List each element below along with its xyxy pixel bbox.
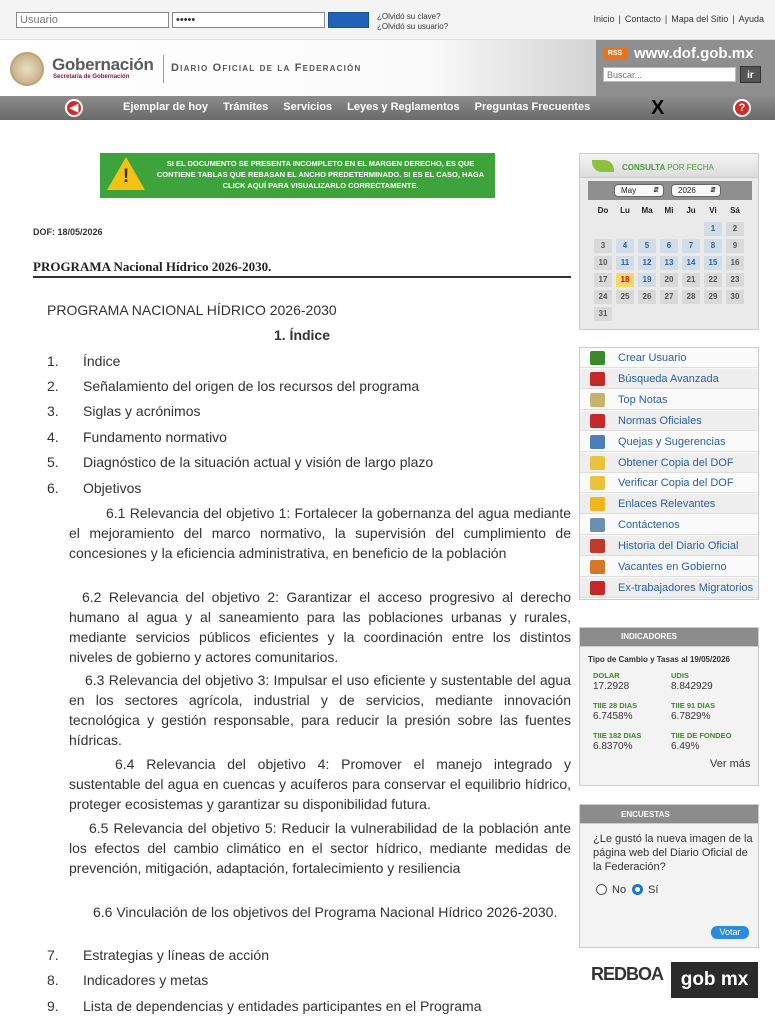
month-select[interactable]: May ⇵ [614, 184, 664, 197]
sidebar-link-label: Normas Oficiales [618, 414, 702, 427]
coat-of-arms-icon [10, 52, 44, 86]
user-add-icon [590, 351, 605, 365]
list-item: 5. Diagnóstico de la situación actual y visión de largo plazo [47, 454, 434, 470]
calendar-day[interactable]: 13 [660, 256, 678, 270]
calendar-day[interactable]: 4 [616, 239, 634, 253]
calendar-day[interactable]: 27 [660, 290, 678, 304]
dof-logo-title[interactable]: Diario Oficial de la Federación [171, 62, 362, 74]
calendar-day[interactable]: 22 [704, 273, 722, 287]
top-link-inicio[interactable]: Inicio [593, 14, 615, 24]
help-icon[interactable]: ? [733, 99, 751, 117]
back-home-icon[interactable]: ◀ [65, 99, 83, 117]
list-item: 6. Objetivos [47, 480, 142, 496]
warning-exclamation-icon: ! [122, 166, 130, 187]
weekday-label: Ma [641, 206, 653, 215]
weekday-label: Mi [664, 206, 674, 215]
sidebar-link-label: Ex-trabajadores Migratorios [618, 581, 754, 594]
search-input[interactable] [603, 67, 736, 82]
star-doc-icon [590, 393, 605, 407]
contact-icon [590, 518, 605, 532]
objective-paragraph: 6.2 Relevancia del objetivo 2: Garantizar el acceso progresivo al derecho humano al agua y al saneamiento para las poblaciones urbanas y rurales, mediante servicios públicos eficientes y la coordinación entre los distintos niveles de gobierno y actores comunitarios. [69, 589, 571, 665]
calendar-day[interactable]: 18 [616, 273, 634, 287]
calendar-day[interactable]: 12 [638, 256, 656, 270]
etm-icon [590, 581, 605, 595]
calendar-day[interactable]: 19 [638, 273, 656, 287]
sidebar-link[interactable] [580, 369, 758, 389]
rss-icon[interactable]: RSS [603, 48, 627, 59]
calendar-day[interactable]: 30 [726, 290, 744, 304]
sidebar-link[interactable] [580, 348, 758, 368]
nav-item-tramites[interactable]: Trámites [222, 101, 269, 113]
calendar-day[interactable]: 23 [726, 273, 744, 287]
sidebar-link[interactable] [580, 578, 758, 598]
calendar-day[interactable]: 17 [594, 273, 612, 287]
username-input[interactable] [16, 12, 169, 28]
calendar-day[interactable]: 16 [726, 256, 744, 270]
calendar-day[interactable]: 26 [638, 290, 656, 304]
gobernacion-logo-subtitle: Secretaría de Gobernación [53, 74, 130, 80]
nav-item-ejemplar[interactable]: Ejemplar de hoy [123, 101, 208, 113]
calendar-day[interactable]: 15 [704, 256, 722, 270]
chevron-down-icon: ⇵ [653, 187, 659, 194]
indicator-label: DOLAR [593, 671, 620, 680]
sidebar-link-label: Contáctenos [618, 519, 680, 532]
gobmx-logo[interactable]: gob mx [671, 962, 758, 998]
top-link-ayuda[interactable]: Ayuda [738, 14, 764, 24]
indicator-value: 17.2928 [593, 681, 630, 692]
survey-title: ENCUESTAS [621, 810, 670, 819]
document-title: PROGRAMA Nacional Hídrico 2026-2030. [33, 259, 272, 274]
sidebar-link-label: Enlaces Relevantes [618, 498, 716, 511]
objective-paragraph: 6.1 Relevancia del objetivo 1: Fortalecer la gobernanza del agua mediante el mejoramiento del marco normativo, la supervisión del cumplimiento de concesiones y la eficiencia administrativa, en beneficio de la población [69, 505, 571, 561]
calendar-selector-bar [588, 181, 752, 200]
calendar-leaf-icon [592, 160, 614, 172]
indicator-value: 6.7829% [671, 711, 711, 722]
radio-yes[interactable] [632, 884, 643, 895]
top-links: Inicio | Contacto | Mapa del Sitio | Ayuda [593, 14, 764, 24]
incomplete-document-warning[interactable]: SI EL DOCUMENTO SE PRESENTA INCOMPLETO EN EL MARGEN DERECHO, ES QUE CONTIENE TABLAS QUE REBASAN EL ANCHO PREDETERMINADO. SI ES EL CASO, HAGA CLICK AQUÍ PARA VISUALIZARLO CORRECTAMENTE. [100, 153, 495, 198]
calendar-day[interactable]: 8 [704, 239, 722, 253]
list-item: 7. Estrategias y líneas de acción [47, 947, 269, 963]
calendar-day[interactable]: 10 [594, 256, 612, 270]
sidebar-link[interactable] [580, 494, 758, 514]
indicator-value: 6.49% [671, 741, 700, 752]
list-item: 4. Fundamento normativo [47, 429, 227, 445]
sidebar-link-label: Búsqueda Avanzada [618, 372, 719, 385]
calendar-day[interactable]: 24 [594, 290, 612, 304]
title-divider [33, 276, 571, 278]
calendar-day[interactable]: 11 [616, 256, 634, 270]
briefcase-icon [590, 560, 605, 574]
sidebar-link-label: Top Notas [618, 393, 668, 406]
calendar-day[interactable]: 21 [682, 273, 700, 287]
objective-paragraph: 6.6 Vinculación de los objetivos del Programa Nacional Hídrico 2026-2030. [93, 904, 558, 920]
indicators-title: INDICADORES [621, 632, 678, 641]
site-url: www.dof.gob.mx [634, 45, 754, 62]
indicator-label: UDIS [671, 671, 689, 680]
radio-no[interactable] [596, 884, 607, 895]
calendar-day[interactable]: 3 [594, 239, 612, 253]
radio-no-label[interactable]: No [612, 884, 627, 896]
list-item: 8. Indicadores y metas [47, 972, 209, 988]
star-icon [590, 497, 605, 511]
sidebar-link-label: Vacantes en Gobierno [618, 561, 727, 573]
redboa-logo[interactable]: REDBOA [591, 964, 664, 984]
calendar-day[interactable]: 20 [660, 273, 678, 287]
list-item: 1. Índice [47, 353, 121, 369]
nav-item-leyes[interactable]: Leyes y Reglamentos [347, 101, 460, 113]
calendar-day[interactable]: 2 [726, 222, 744, 236]
nom-icon [590, 414, 605, 428]
calendar-day[interactable]: 1 [704, 222, 722, 236]
weekday-label: Do [597, 206, 609, 215]
list-item: 3. Siglas y acrónimos [47, 403, 201, 419]
year-select[interactable]: 2026 ⇵ [671, 184, 721, 197]
sidebar-link-label: Verificar Copia del DOF [618, 477, 734, 490]
calendar-day[interactable]: 6 [660, 239, 678, 253]
password-input[interactable] [172, 12, 325, 28]
chevron-down-icon: ⇵ [710, 187, 716, 194]
vote-button[interactable]: Votar [711, 926, 749, 939]
indicator-label: TIIE 28 DIAS [593, 701, 638, 710]
calendar-title: CONSULTA POR FECHA [622, 163, 714, 172]
list-item: 2. Señalamiento del origen de los recursos del programa [47, 378, 420, 394]
top-login-bar [0, 0, 775, 40]
indicators-subtitle: Tipo de Cambio y Tasas al 19/05/2026 [588, 655, 730, 664]
calendar-day[interactable]: 25 [616, 290, 634, 304]
weekday-label: Ju [686, 206, 696, 215]
search-button[interactable]: ir [740, 66, 761, 83]
sidebar-link[interactable] [580, 453, 758, 473]
dof-date: DOF: 18/05/2026 [33, 227, 103, 237]
objective-paragraph: 6.5 Relevancia del objetivo 5: Reducir la vulnerabilidad de la población ante los efectos del cambio climático en el sector hídrico, mediante medidas de prevención, mitigación, adaptación, fortalecimiento y resiliencia [69, 820, 571, 876]
sidebar-link[interactable] [580, 390, 758, 410]
calendar-day[interactable]: 9 [726, 239, 744, 253]
forgot-links [377, 12, 448, 32]
objective-paragraph: 6.3 Relevancia del objetivo 3: Impulsar el uso eficiente y sustentable del agua en los sectores agrícola, industrial y de servicios, mediante innovación tecnológica y gestión responsable, para reducir la presión sobre las fuentes hídricas. [69, 672, 571, 748]
forgot-user-link[interactable]: ¿Olvidó su usuario? [377, 22, 449, 31]
sidebar-link[interactable] [580, 411, 758, 431]
search-icon [590, 372, 605, 386]
sidebar-link-label: Historia del Diario Oficial [618, 540, 739, 553]
sidebar-link-label: Obtener Copia del DOF [618, 456, 734, 469]
calendar-day[interactable]: 28 [682, 290, 700, 304]
sidebar-link[interactable] [580, 432, 758, 452]
x-social-icon[interactable]: X [651, 97, 665, 119]
indicator-value: 8.842929 [671, 681, 713, 692]
nav-item-servicios[interactable]: Servicios [283, 101, 333, 113]
indicator-label: TIIE 91 DIAS [671, 701, 716, 710]
header-divider [163, 55, 164, 83]
survey-question: ¿Le gustó la nueva imagen de la página web del Diario Oficial de la Federación? [593, 833, 753, 873]
books-icon [590, 539, 605, 553]
radio-yes-label[interactable]: Sí [648, 884, 659, 896]
top-link-contacto[interactable]: Contacto [624, 14, 661, 24]
index-title: 1. Índice [273, 327, 331, 343]
document-icon [590, 456, 605, 470]
weekday-label: Vi [709, 206, 717, 215]
indicator-label: TIIE DE FONDEO [671, 731, 732, 740]
indicator-value: 6.7458% [593, 711, 633, 722]
calendar-day[interactable]: 5 [638, 239, 656, 253]
weekday-label: Sá [730, 206, 740, 215]
document-check-icon [590, 476, 605, 490]
nav-items [123, 101, 605, 113]
indicator-value: 6.8370% [593, 741, 633, 752]
forgot-password-link[interactable]: ¿Olvidó su clave? [377, 12, 441, 21]
indicators-more-link[interactable]: Ver más [710, 758, 751, 770]
weekday-label: Lu [620, 206, 630, 215]
sidebar-link-label: Quejas y Sugerencias [618, 435, 726, 448]
gobernacion-logo-title[interactable]: Gobernación [52, 55, 154, 74]
indicator-label: TIIE 182 DIAS [593, 731, 642, 740]
nav-item-preguntas[interactable]: Preguntas Frecuentes [474, 101, 591, 113]
mailbox-icon [590, 435, 605, 449]
objective-paragraph: 6.4 Relevancia del objetivo 4: Promover el manejo integrado y sustentable del agua en cuencas y acuíferos para conservar el equilibrio hídrico, proteger ecosistemas y garantizar su disponibilidad futura. [69, 756, 571, 812]
calendar-day[interactable]: 7 [682, 239, 700, 253]
calendar-day[interactable]: 14 [682, 256, 700, 270]
top-link-mapa[interactable]: Mapa del Sitio [671, 14, 729, 24]
sidebar-link[interactable] [580, 536, 758, 556]
sidebar-link-label: Crear Usuario [618, 352, 687, 364]
calendar-day[interactable]: 29 [704, 290, 722, 304]
calendar-day[interactable]: 31 [594, 307, 612, 321]
sidebar-link[interactable] [580, 557, 758, 577]
document-heading: PROGRAMA NACIONAL HÍDRICO 2026-2030 [47, 302, 337, 318]
sidebar-link[interactable] [580, 473, 758, 493]
login-button[interactable] [328, 12, 369, 28]
list-item: 9. Lista de dependencias y entidades participantes en el Programa [47, 998, 482, 1014]
sidebar-link[interactable] [580, 515, 758, 535]
